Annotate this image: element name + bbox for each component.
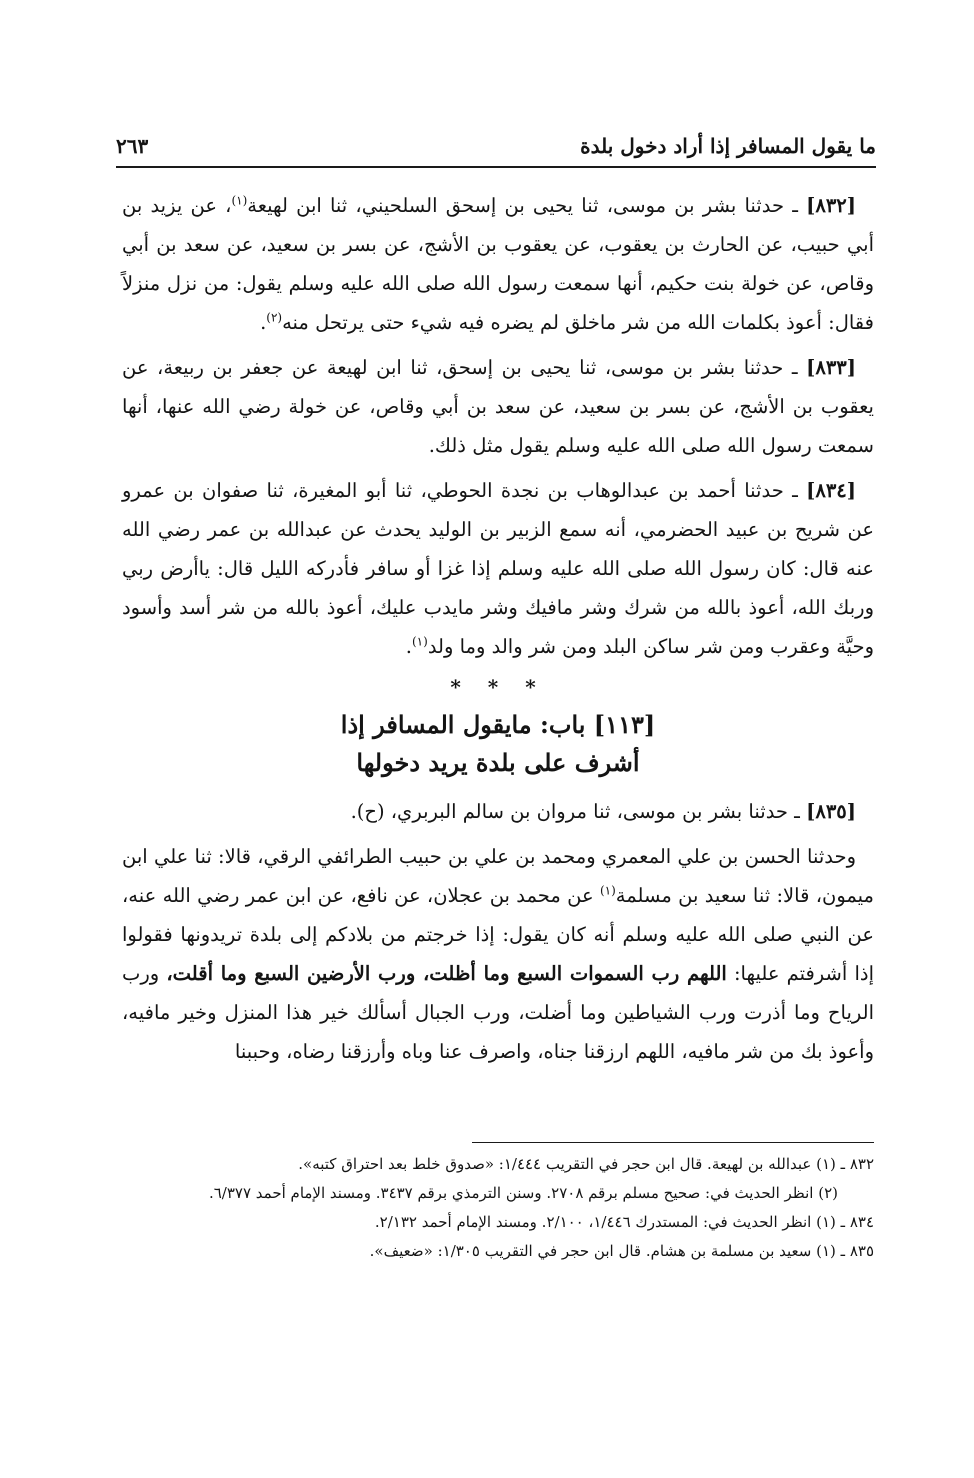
hadith-text: ، عن يزيد بن أبي حبيب، عن الحارث بن يعقوب، عن يعقوب بن الأشج، عن بسر بن سعيد، عن سعد بن أبي وقاص، عن خولة بنت حكيم، أنها سمعت رسول الله صلى الله عليه وسلم يقول: من نزل منزلاً فقال: أعوذ بكلمات الله من شر ماخلق لم يضره فيه شيء حتى يرتحل منه: [122, 194, 874, 334]
footnote: ٨٣٥ ـ (١) سعيد بن مسلمة بن هشام. قال ابن حجر في التقريب ١/٣٠٥: «ضعيف».: [369, 1242, 874, 1260]
running-head: [116, 124, 876, 158]
hadith-833: [122, 348, 874, 465]
hadith-text: ـ حدثنا بشر بن موسى، ثنا مروان بن سالم البربري، (ح).: [350, 800, 800, 823]
footnote-ref: (١): [231, 193, 248, 208]
hadith-832: [122, 186, 874, 342]
footnote: ٨٣٢ ـ (١) عبدالله بن لهيعة. قال ابن حجر في التقريب ١/٤٤٤: «صدوق خلط بعد احتراق كتبه».: [298, 1155, 874, 1173]
footnote-ref: (١): [411, 634, 428, 649]
chapter-title-line-1: [١١٣] باب: مايقول المسافر إذا: [340, 710, 656, 739]
hadith-text: ورب الرياح وما أذرت ورب الشياطين وما أضلت، ورب الجبال أسألك خير هذا المنزل وخير مافيه، وأعوذ بك من شر مافيه، اللهم ارزقنا جناه، واصرف عنا وباه وأرزقنا رضاه، وحببنا: [122, 962, 874, 1063]
hadith-834: [122, 471, 874, 666]
body-text: [122, 186, 874, 1071]
footnote: (٢) انظر الحديث في: صحيح مسلم برقم ٢٧٠٨. وسنن الترمذي برقم ٣٤٣٧. ومسند الإمام أحمد ٦/٣٧٧.: [208, 1184, 838, 1202]
footnote-ref: (١): [599, 883, 616, 898]
footnote-rule: [472, 1142, 874, 1143]
hadith-text-bold: اللهم رب السموات السبع وما أظلت، ورب الأرضين السبع وما أقلت،: [166, 962, 727, 985]
section-separator: * * *: [450, 675, 546, 699]
hadith-text: ـ حدثنا بشر بن موسى، ثنا يحيى بن إسحق، ثنا ابن لهيعة عن جعفر بن ربيعة، عن يعقوب بن الأشج، عن بسر بن سعيد، عن سعد بن أبي وقاص، عن خولة رضي الله عنها، أنها سمعت رسول الله صلى الله عليه وسلم يقول مثل ذلك.: [122, 356, 874, 457]
hadith-number: [٨٣٥]: [806, 800, 856, 823]
hadith-835-continuation: [122, 837, 874, 1071]
hadith-text: ـ حدثنا بشر بن موسى، ثنا يحيى بن إسحق السلحيني، ثنا ابن لهيعة: [247, 194, 798, 217]
hadith-835: [122, 792, 874, 831]
hadith-number: [٨٣٢]: [806, 194, 856, 217]
page-number: ٢٦٣: [116, 134, 149, 158]
hadith-number: [٨٣٤]: [806, 479, 857, 502]
hadith-text: ـ حدثنا أحمد بن عبدالوهاب بن نجدة الحوطي، ثنا أبو المغيرة، ثنا صفوان بن عمرو عن شريح بن عبيد الحضرمي، أنه سمع الزبير بن الوليد يحدث عن عبدالله بن عمر رضي الله عنه قال: كان رسول الله صلى الله عليه وسلم إذا غزا أو سافر فأدركه الليل قال: ياأرض ربي وربك الله، أعوذ بالله من شرك وشر مافيك وشر مايدب عليك، أعوذ بالله من شر أسد وأسود وحيَّة وعقرب ومن شر ساكن البلد ومن شر والد وما ولد: [122, 479, 874, 658]
hadith-text: .: [260, 311, 267, 334]
chapter-title-line-2: أشرف على بلدة يريد دخولها: [356, 748, 640, 777]
footnote: ٨٣٤ ـ (١) انظر الحديث في: المستدرك ١/٤٤٦، ٢/١٠٠. ومسند الإمام أحمد ٢/١٣٢.: [374, 1213, 874, 1231]
hadith-number: [٨٣٣]: [806, 356, 856, 379]
chapter-title: [122, 706, 874, 782]
footnote-ref: (٢): [266, 310, 283, 325]
hadith-text: عن محمد بن عجلان، عن نافع، عن ابن عمر رضي الله عنه، عن النبي صلى الله عليه وسلم أنه كان يقول: إذا خرجتم من بلادكم إلى بلدة تريدونها فقولوا إذا أشرفتم عليها:: [122, 884, 874, 985]
hadith-text: .: [405, 635, 412, 658]
header-rule: [116, 166, 876, 168]
running-title: ما يقول المسافر إذا أراد دخول بلدة: [580, 134, 876, 158]
footnotes: [122, 1150, 874, 1266]
hadith-text: وحدثنا الحسن بن علي المعمري ومحمد بن علي بن حبيب الطرائفي الرقي، قالا: ثنا علي ابن ميمون، قالا: ثنا سعيد بن مسلمة: [122, 845, 874, 907]
